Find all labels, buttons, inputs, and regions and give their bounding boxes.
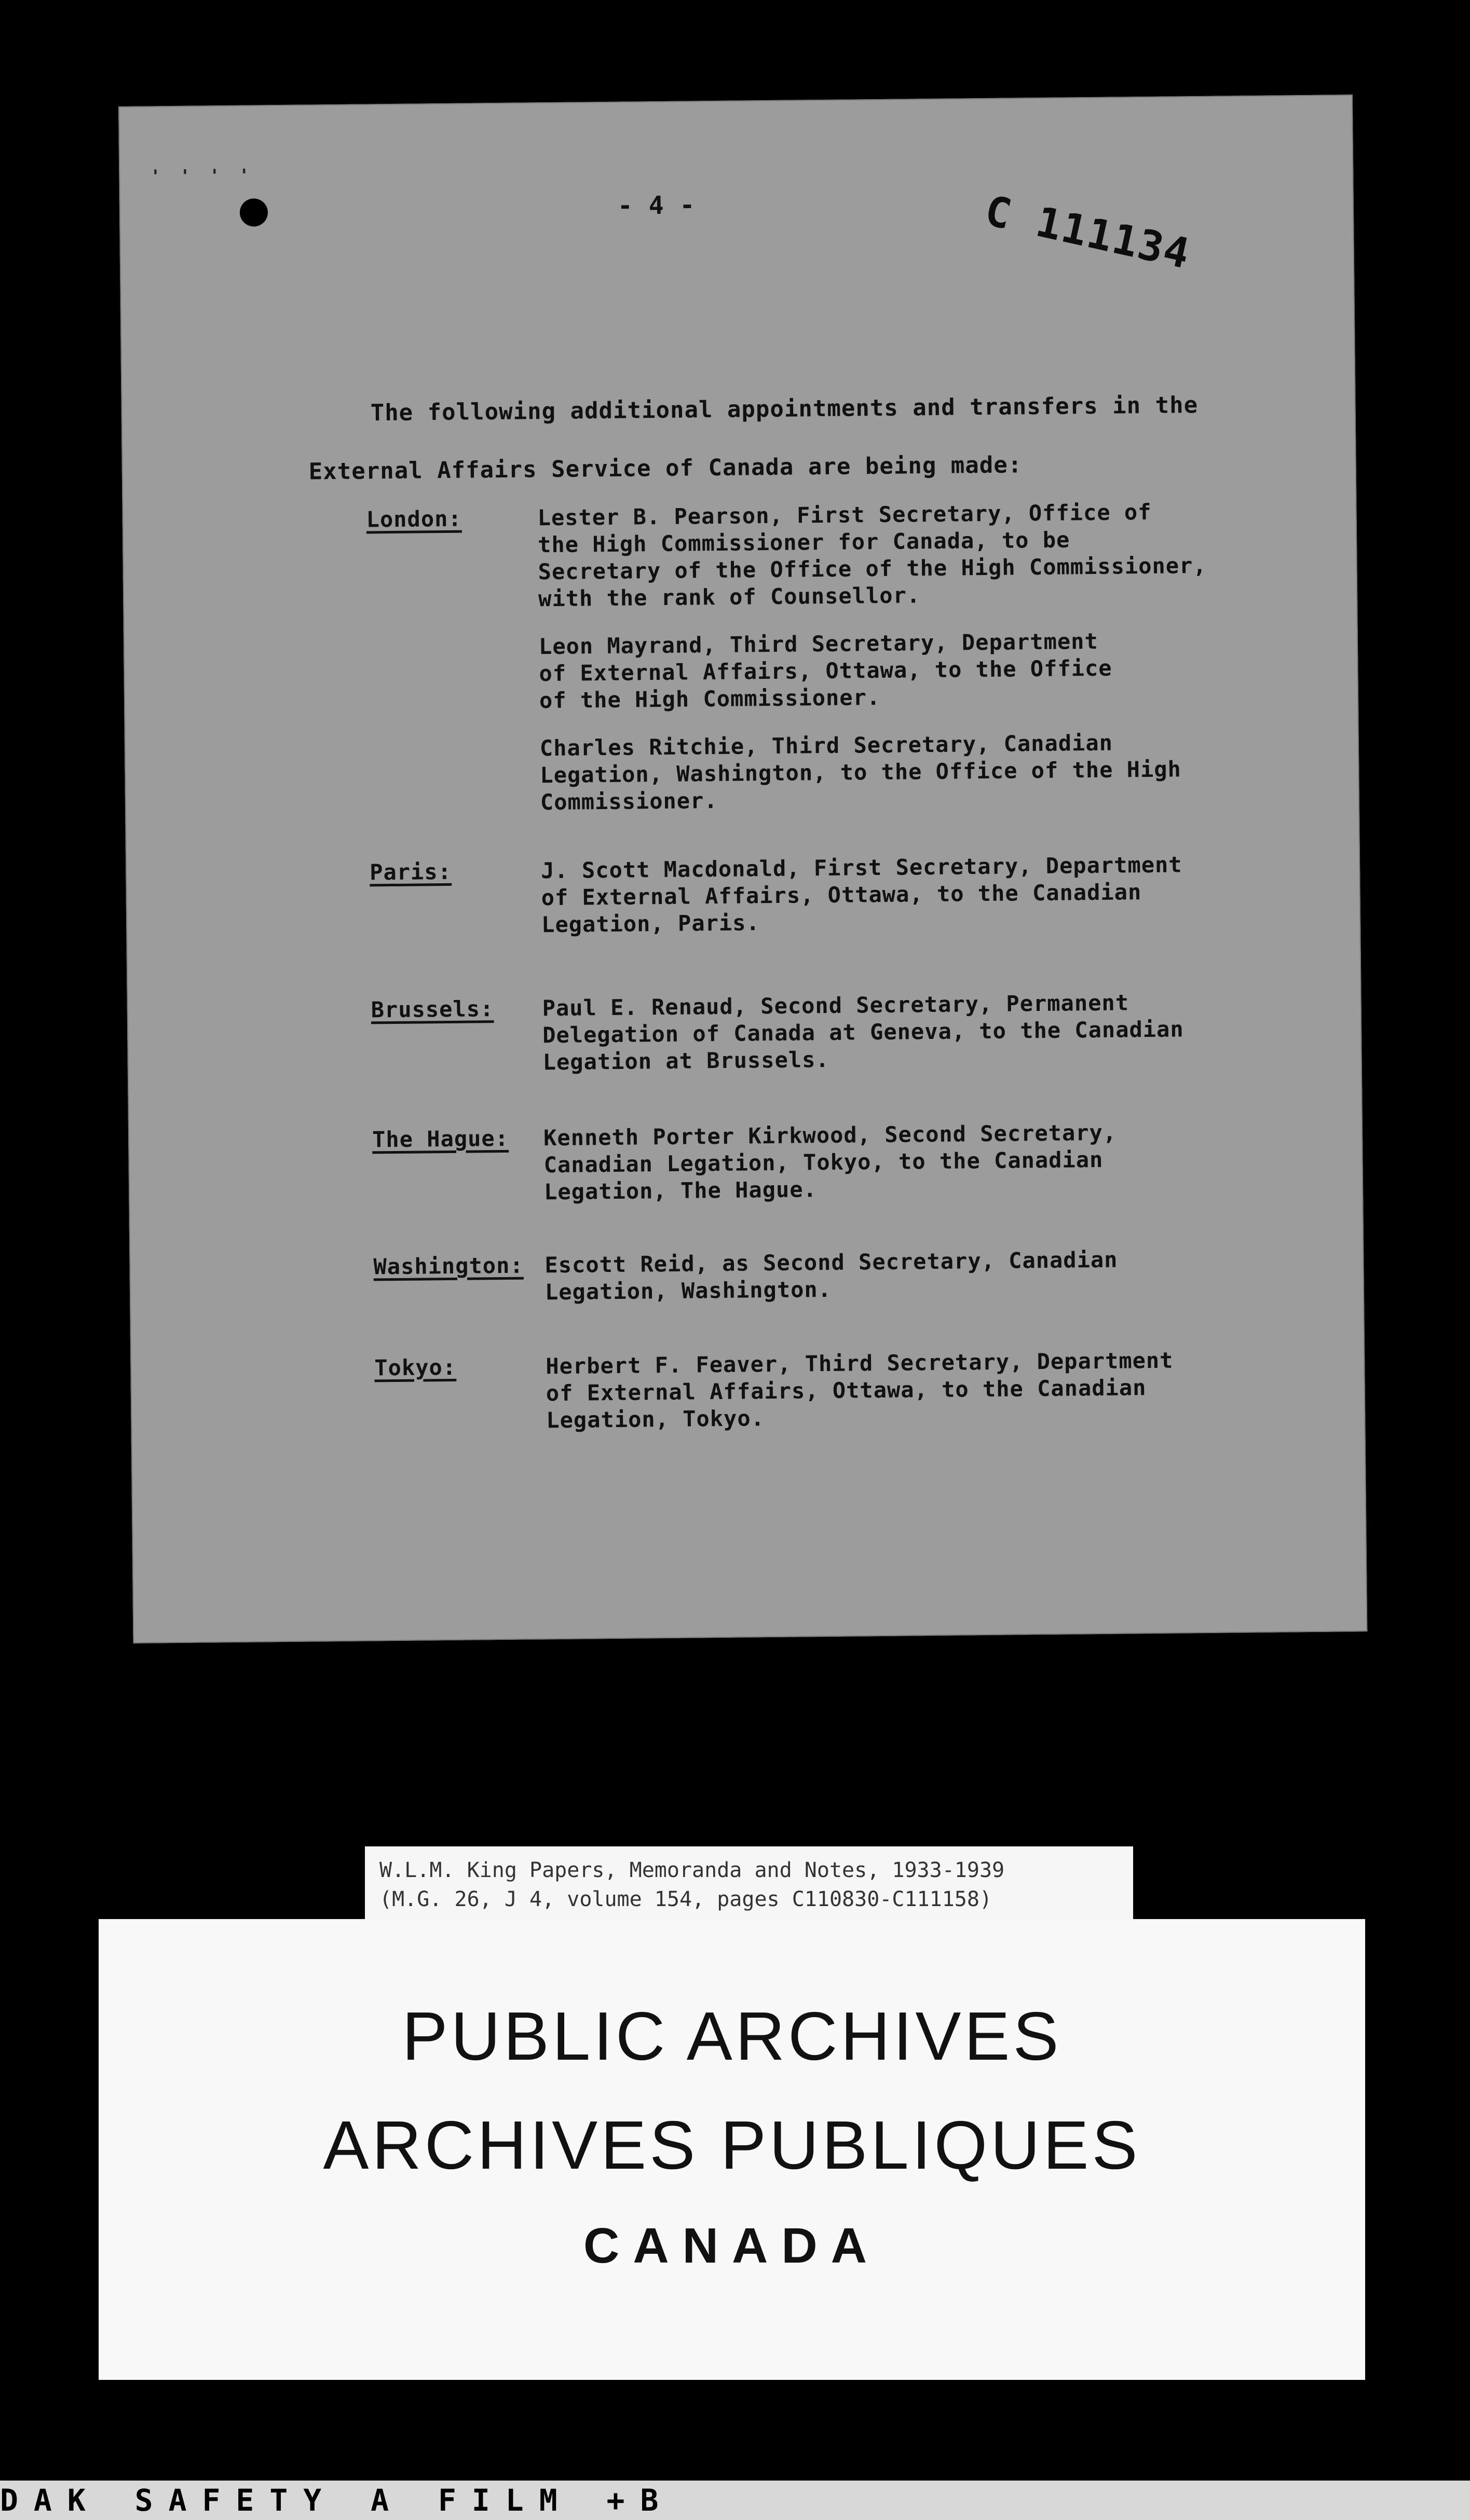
citation-line: (M.G. 26, J 4, volume 154, pages C110830-C111158) (379, 1887, 992, 1911)
entry-body (545, 1244, 1324, 1326)
citation-line: W.L.M. King Papers, Memoranda and Notes, 1933-1939 (379, 1858, 1005, 1882)
archive-stamp-number: C 111134 (981, 186, 1195, 279)
archives-title-french: ARCHIVES PUBLIQUES (323, 2107, 1141, 2183)
intro-paragraph: The following additional appointments and transfers in the External Affairs Service of Canada are being made: (308, 392, 1199, 485)
entry-label: The Hague: (372, 1125, 509, 1153)
archives-card (99, 1919, 1365, 2380)
archives-title-english: PUBLIC ARCHIVES (402, 1998, 1062, 2074)
entry-label: London: (366, 505, 462, 532)
entry-paragraph: Herbert F. Feaver, Third Secretary, Department of External Affairs, Ottawa, to the Canadian Legation, Tokyo. (546, 1347, 1174, 1433)
film-edge-print: DAK SAFETY A FILM +B (0, 2481, 1470, 2520)
entry-paris (369, 850, 1330, 938)
entry-paragraph: Charles Ritchie, Third Secretary, Canadian Legation, Washington, to the Office of the High Commissioner. (539, 730, 1182, 815)
entry-paragraph: Lester B. Pearson, First Secretary, Office of the High Commissioner for Canada, to be Secretary of the Office of the High Commissioner, with the rank of Counsellor. (537, 499, 1207, 612)
entry-paragraph: J. Scott Macdonald, First Secretary, Department of External Affairs, Ottawa, to the Canadian Legation, Paris. (540, 852, 1182, 938)
corner-marks: ' ' ' ' (150, 165, 254, 187)
entry-tokyo (374, 1346, 1335, 1433)
entry-paragraph: Escott Reid, as Second Secretary, Canadian Legation, Washington. (545, 1247, 1118, 1305)
entry-body (546, 1346, 1325, 1455)
document-page (118, 94, 1367, 1644)
page-number: - 4 - (617, 190, 696, 221)
entry-paragraph: Paul E. Renaud, Second Secretary, Permanent Delegation of Canada at Geneva, to the Canadian Legation at Brussels. (542, 990, 1184, 1075)
entry-body (542, 988, 1322, 1097)
archives-country: CANADA (583, 2218, 880, 2274)
entry-the-hague (372, 1117, 1332, 1205)
citation-label-card (365, 1846, 1133, 1923)
entry-label: Paris: (369, 858, 452, 885)
entry-label: Washington: (373, 1252, 524, 1280)
punch-hole (240, 198, 268, 227)
entry-paragraph: Leon Mayrand, Third Secretary, Department of External Affairs, Ottawa, to the Office of the High Commissioner. (538, 628, 1112, 714)
entry-brussels (371, 988, 1331, 1075)
entry-paragraph: Kenneth Porter Kirkwood, Second Secretary, Canadian Legation, Tokyo, to the Canadian Legation, The Hague. (543, 1119, 1117, 1205)
entry-body (537, 497, 1319, 837)
entry-label: Brussels: (371, 996, 494, 1023)
entry-body (543, 1117, 1323, 1226)
entry-body (541, 850, 1321, 959)
entry-washington (373, 1244, 1333, 1305)
entry-label: Tokyo: (374, 1354, 457, 1381)
